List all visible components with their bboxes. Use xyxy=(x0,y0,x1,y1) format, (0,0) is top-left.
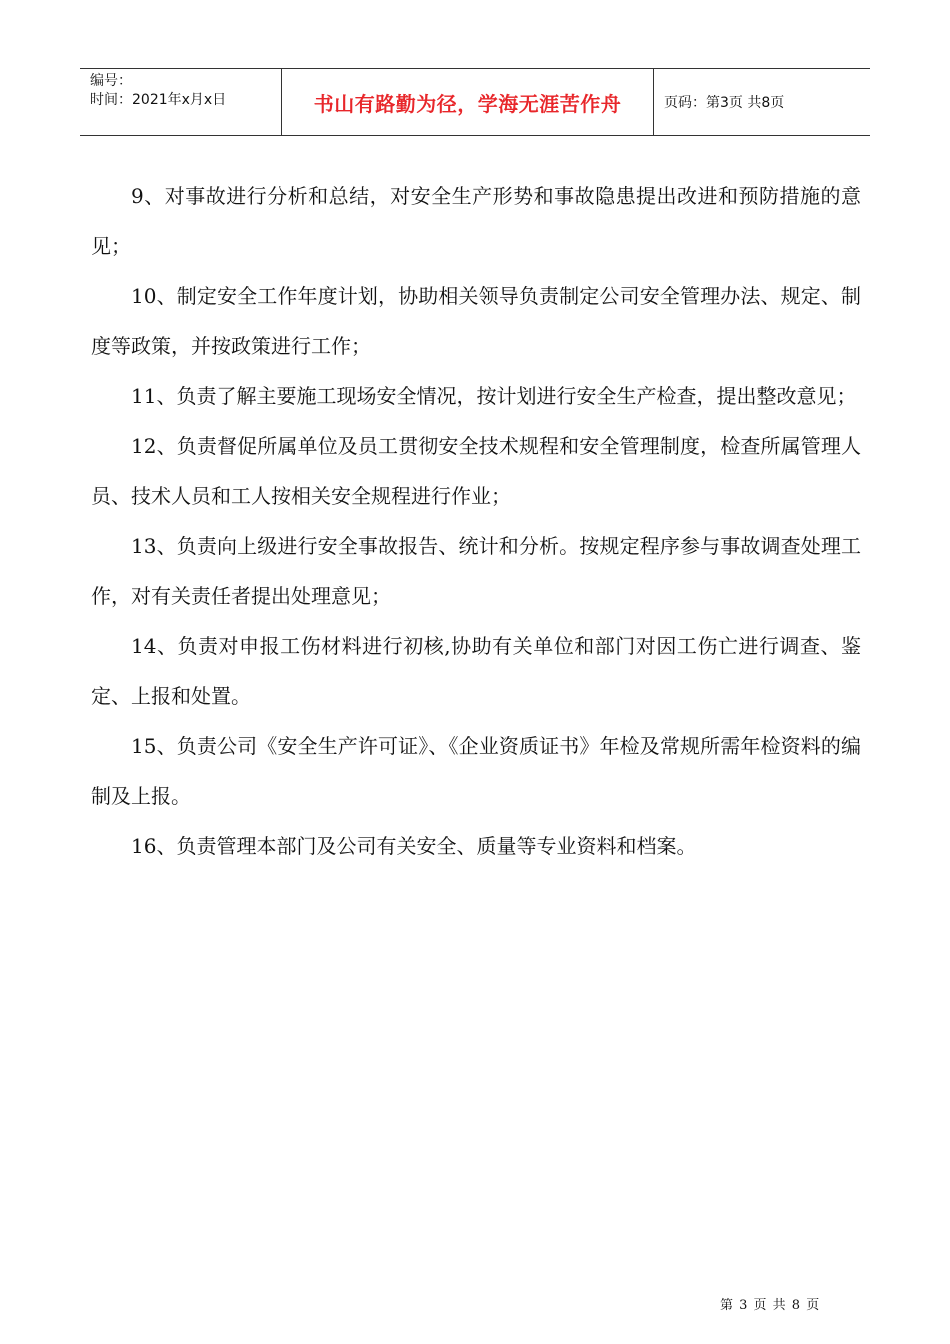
document-number-label: 编号： xyxy=(90,73,132,89)
header-motto: 书山有路勤为径，学海无涯苦作舟 xyxy=(313,91,622,116)
document-time-label: 时间：2021年x月x日 xyxy=(90,92,227,108)
paragraph-14: 14、负责对申报工伤材料进行初核,协助有关单位和部门对因工伤亡进行调查、鉴定、上报和处置。 xyxy=(91,634,861,708)
paragraph-13: 13、负责向上级进行安全事故报告、统计和分析。按规定程序参与事故调查处理工作，对有关责任者提出处理意见； xyxy=(91,534,861,608)
page-footer: 第 3 页 共 8 页 xyxy=(720,1298,821,1313)
page-header xyxy=(80,68,870,136)
paragraph-15: 15、负责公司《安全生产许可证》、《企业资质证书》年检及常规所需年检资料的编制及上报。 xyxy=(91,734,861,808)
paragraph-16: 16、负责管理本部门及公司有关安全、质量等专业资料和档案。 xyxy=(131,834,697,858)
paragraph-12: 12、负责督促所属单位及员工贯彻安全技术规程和安全管理制度，检查所属管理人员、技术人员和工人按相关安全规程进行作业； xyxy=(91,434,861,508)
header-meta xyxy=(80,69,282,135)
paragraph-11: 11、负责了解主要施工现场安全情况，按计划进行安全生产检查，提出整改意见； xyxy=(131,384,857,408)
header-page-info: 页码：第3页 共8页 xyxy=(664,95,785,111)
document-body xyxy=(91,171,861,871)
paragraph-9: 9、对事故进行分析和总结，对安全生产形势和事故隐患提出改进和预防措施的意见； xyxy=(91,184,861,258)
paragraph-10: 10、制定安全工作年度计划，协助相关领导负责制定公司安全管理办法、规定、制度等政策，并按政策进行工作； xyxy=(91,284,861,358)
header-motto-cell xyxy=(282,69,654,135)
